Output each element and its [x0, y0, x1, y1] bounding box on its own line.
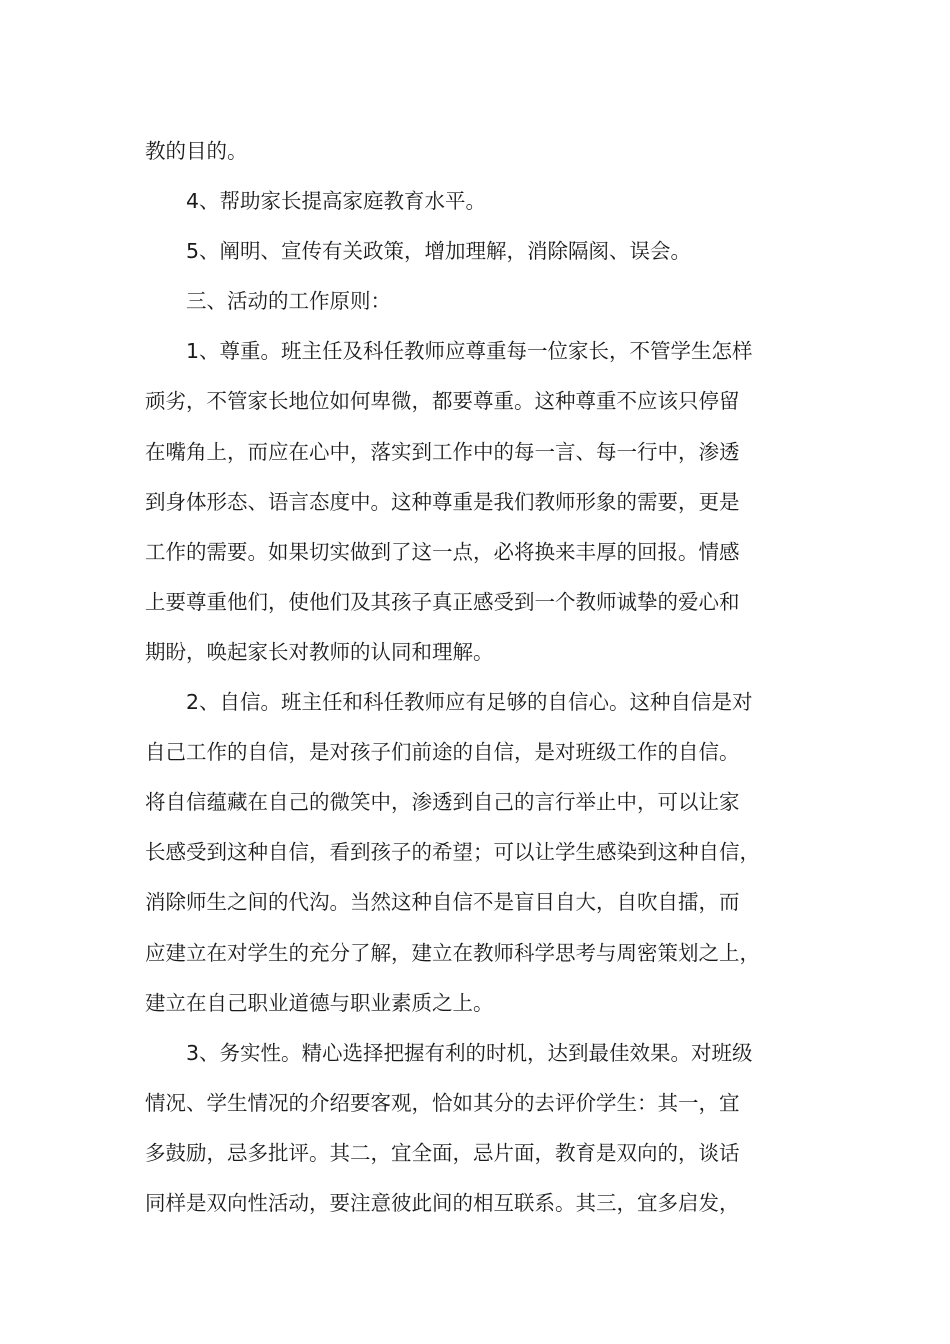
- principle-1-line: 上要尊重他们，使他们及其孩子真正感受到一个教师诚挚的爱心和: [145, 589, 740, 614]
- principle-2-line: 应建立在对学生的充分了解，建立在教师科学思考与周密策划之上，: [145, 940, 760, 965]
- text-line-continuation: 教的目的。: [145, 139, 248, 163]
- list-item-4: 4、帮助家长提高家庭教育水平。: [186, 189, 487, 214]
- principle-3-line: 同样是双向性活动，要注意彼此间的相互联系。其三，宜多启发，: [145, 1190, 740, 1215]
- principle-1-line: 1、尊重。班主任及科任教师应尊重每一位家长，不管学生怎样: [186, 339, 753, 364]
- principle-3-line: 情况、学生情况的介绍要客观，恰如其分的去评价学生：其一，宜: [145, 1090, 740, 1115]
- principle-2-line: 2、自信。班主任和科任教师应有足够的自信心。这种自信是对: [186, 690, 753, 715]
- principle-1-line: 在嘴角上，而应在心中，落实到工作中的每一言、每一行中，渗透: [145, 439, 740, 464]
- list-item-5: 5、阐明、宣传有关政策，增加理解，消除隔阂、误会。: [186, 239, 692, 264]
- principle-2-line: 建立在自己职业道德与职业素质之上。: [145, 990, 494, 1015]
- principle-2-line: 自己工作的自信，是对孩子们前途的自信，是对班级工作的自信。: [145, 740, 740, 765]
- principle-3-line: 多鼓励，忌多批评。其二，宜全面，忌片面，教育是双向的，谈话: [145, 1140, 740, 1165]
- principle-1-line: 到身体形态、语言态度中。这种尊重是我们教师形象的需要，更是: [145, 489, 740, 514]
- section-heading-3: 三、活动的工作原则：: [186, 289, 391, 314]
- principle-2-line: 长感受到这种自信，看到孩子的希望；可以让学生感染到这种自信，: [145, 840, 760, 865]
- principle-3-line: 3、务实性。精心选择把握有利的时机，达到最佳效果。对班级: [186, 1040, 753, 1065]
- principle-1-line: 期盼，唤起家长对教师的认同和理解。: [145, 639, 494, 664]
- principle-1-line: 顽劣，不管家长地位如何卑微，都要尊重。这种尊重不应该只停留: [145, 389, 740, 414]
- principle-2-line: 将自信蕴藏在自己的微笑中，渗透到自己的言行举止中，可以让家: [145, 790, 740, 815]
- principle-1-line: 工作的需要。如果切实做到了这一点，必将换来丰厚的回报。情感: [145, 539, 740, 564]
- document-body: [145, 126, 825, 1228]
- principle-2-line: 消除师生之间的代沟。当然这种自信不是盲目自大，自吹自擂，而: [145, 890, 740, 915]
